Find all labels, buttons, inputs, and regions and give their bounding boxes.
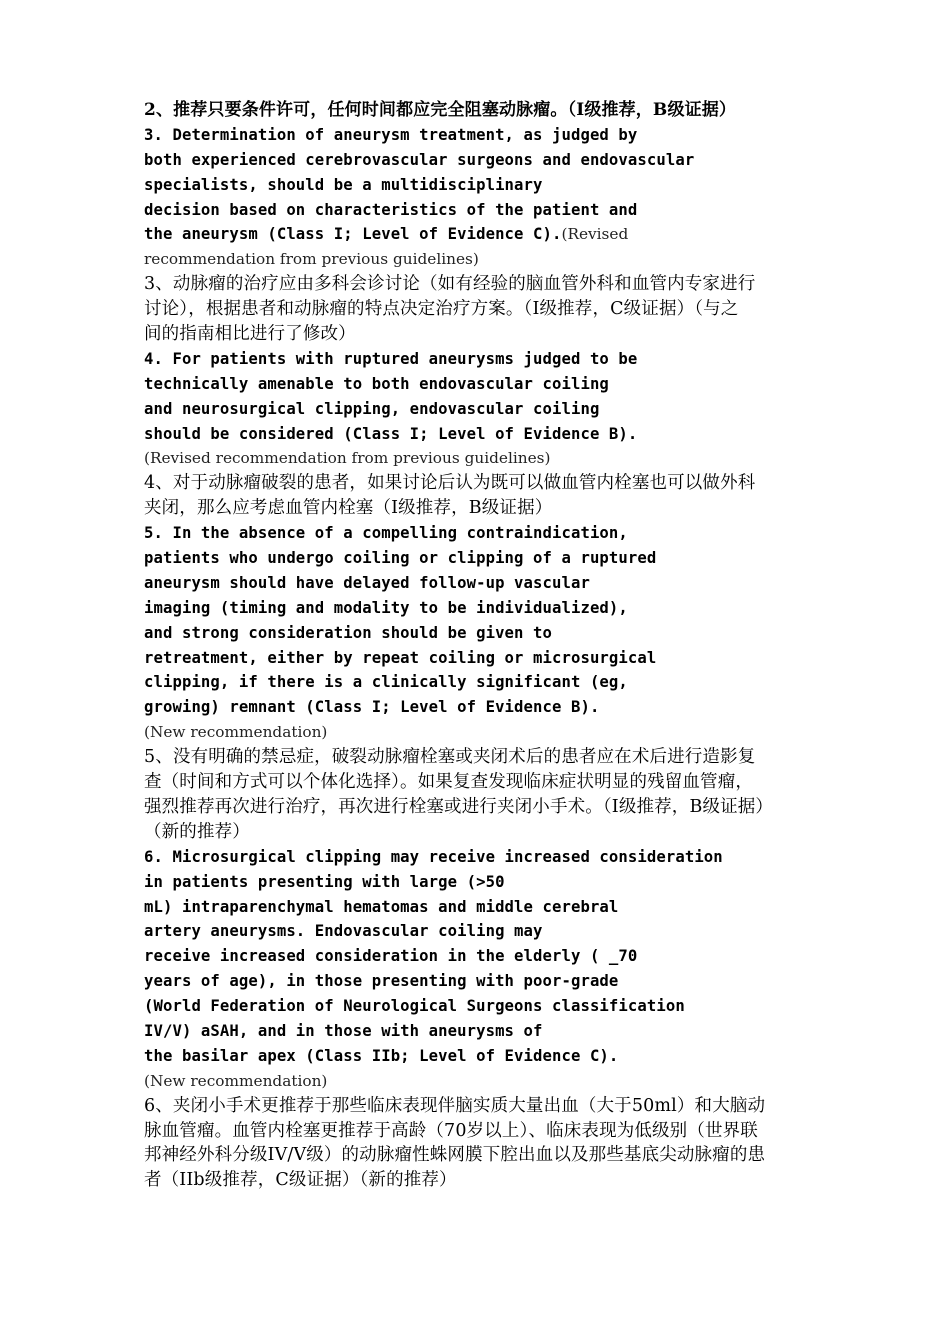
- line-text: and neurosurgical clipping, endovascular coiling: [144, 399, 600, 418]
- line-text: 2、推荐只要条件许可，任何时间都应完全阻塞动脉瘤。（I级推荐，B级证据）: [144, 100, 737, 120]
- text-line: [144, 646, 814, 671]
- text-line: [144, 571, 814, 596]
- line-text: mL) intraparenchymal hematomas and middle cerebral: [144, 897, 619, 916]
- line-text: decision based on characteristics of the patient and: [144, 200, 638, 219]
- text-line: [144, 148, 814, 173]
- line-text: specialists, should be a multidisciplinary: [144, 175, 543, 194]
- text-line: [144, 944, 814, 969]
- text-line: [144, 870, 814, 895]
- text-line: [144, 546, 814, 571]
- text-line: [144, 820, 814, 845]
- line-note: (Revised: [561, 225, 629, 244]
- line-text: growing) remnant (Class I; Level of Evidence B).: [144, 698, 600, 717]
- text-line: [144, 222, 814, 247]
- text-line: [144, 969, 814, 994]
- line-text: 邦神经外科分级IV/V级）的动脉瘤性蛛网膜下腔出血以及那些基底尖动脉瘤的患: [144, 1145, 766, 1166]
- line-text: should be considered (Class I; Level of Evidence B).: [144, 424, 638, 443]
- line-text: years of age), in those presenting with poor-grade: [144, 972, 619, 991]
- text-line: [144, 895, 814, 920]
- line-text: 6、夹闭小手术更推荐于那些临床表现伴脑实质大量出血（大于50ml）和大脑动: [144, 1095, 766, 1116]
- line-text: （新的推荐）: [144, 821, 250, 842]
- line-text: 查（时间和方式可以个体化选择）。如果复查发现临床症状明显的残留血管瘤，: [144, 772, 753, 793]
- line-text: retreatment, either by repeat coiling or microsurgical: [144, 648, 657, 667]
- text-line: [144, 397, 814, 422]
- text-line: [144, 1044, 814, 1069]
- text-line: [144, 745, 814, 770]
- line-text: receive increased consideration in the elderly ( _70: [144, 947, 638, 966]
- text-line: [144, 247, 814, 272]
- text-line: [144, 521, 814, 546]
- text-line: [144, 994, 814, 1019]
- line-text: in patients presenting with large (>50: [144, 872, 505, 891]
- text-line: [144, 123, 814, 148]
- document-page: [144, 98, 814, 1193]
- line-text: the basilar apex (Class IIb; Level of Evidence C).: [144, 1046, 619, 1065]
- text-line: [144, 297, 814, 322]
- text-line: [144, 471, 814, 496]
- text-line: [144, 1094, 814, 1119]
- line-text: 者（IIb级推荐，C级证据）（新的推荐）: [144, 1170, 457, 1191]
- line-text: patients who undergo coiling or clipping of a ruptured: [144, 549, 657, 568]
- text-line: [144, 496, 814, 521]
- line-text: 脉血管瘤。血管内栓塞更推荐于高龄（70岁以上）、临床表现为低级别（世界联: [144, 1120, 758, 1141]
- text-line: [144, 173, 814, 198]
- line-text: imaging (timing and modality to be individualized),: [144, 598, 628, 617]
- text-line: [144, 347, 814, 372]
- line-text: aneurysm should have delayed follow-up vascular: [144, 573, 590, 592]
- text-line: [144, 1069, 814, 1094]
- line-text: (New recommendation): [144, 723, 328, 742]
- text-line: [144, 720, 814, 745]
- line-text: (World Federation of Neurological Surgeons classification: [144, 997, 685, 1016]
- line-text: the aneurysm (Class I; Level of Evidence C).: [144, 225, 562, 244]
- text-line: [144, 1168, 814, 1193]
- line-text: 讨论），根据患者和动脉瘤的特点决定治疗方案。（I级推荐，C级证据）（与之: [144, 299, 739, 320]
- line-text: (New recommendation): [144, 1071, 328, 1090]
- text-line: [144, 621, 814, 646]
- text-line: [144, 272, 814, 297]
- line-text: 5、没有明确的禁忌症，破裂动脉瘤栓塞或夹闭术后的患者应在术后进行造影复: [144, 747, 756, 768]
- text-line: [144, 322, 814, 347]
- line-text: technically amenable to both endovascular coiling: [144, 374, 609, 393]
- text-line: [144, 845, 814, 870]
- text-line: [144, 919, 814, 944]
- line-text: 间的指南相比进行了修改）: [144, 324, 356, 345]
- line-text: 5. In the absence of a compelling contraindication,: [144, 524, 628, 543]
- line-text: 6. Microsurgical clipping may receive increased consideration: [144, 847, 723, 866]
- line-text: 3、动脉瘤的治疗应由多科会诊讨论（如有经验的脑血管外科和血管内专家进行: [144, 274, 756, 295]
- line-text: 夹闭，那么应考虑血管内栓塞（I级推荐，B级证据）: [144, 498, 553, 519]
- text-line: [144, 372, 814, 397]
- text-line: [144, 695, 814, 720]
- line-text: 4. For patients with ruptured aneurysms judged to be: [144, 349, 638, 368]
- text-line: [144, 446, 814, 471]
- line-text: both experienced cerebrovascular surgeons and endovascular: [144, 150, 695, 169]
- line-text: and strong consideration should be given to: [144, 623, 552, 642]
- text-line: [144, 198, 814, 223]
- line-text: 强烈推荐再次进行治疗，再次进行栓塞或进行夹闭小手术。（I级推荐，B级证据）: [144, 796, 774, 817]
- text-line: [144, 422, 814, 447]
- line-text: IV/V) aSAH, and in those with aneurysms of: [144, 1021, 543, 1040]
- line-text: 4、对于动脉瘤破裂的患者，如果讨论后认为既可以做血管内栓塞也可以做外科: [144, 473, 756, 494]
- line-text: artery aneurysms. Endovascular coiling may: [144, 922, 543, 941]
- text-line: [144, 770, 814, 795]
- text-line: [144, 670, 814, 695]
- line-text: recommendation from previous guidelines): [144, 250, 479, 269]
- line-text: 3. Determination of aneurysm treatment, as judged by: [144, 125, 638, 144]
- text-line: [144, 1143, 814, 1168]
- text-line: [144, 1019, 814, 1044]
- text-line: [144, 1119, 814, 1144]
- line-text: (Revised recommendation from previous guidelines): [144, 449, 551, 468]
- line-text: clipping, if there is a clinically significant (eg,: [144, 673, 628, 692]
- text-line: [144, 795, 814, 820]
- text-line: [144, 596, 814, 621]
- text-line: [144, 98, 814, 123]
